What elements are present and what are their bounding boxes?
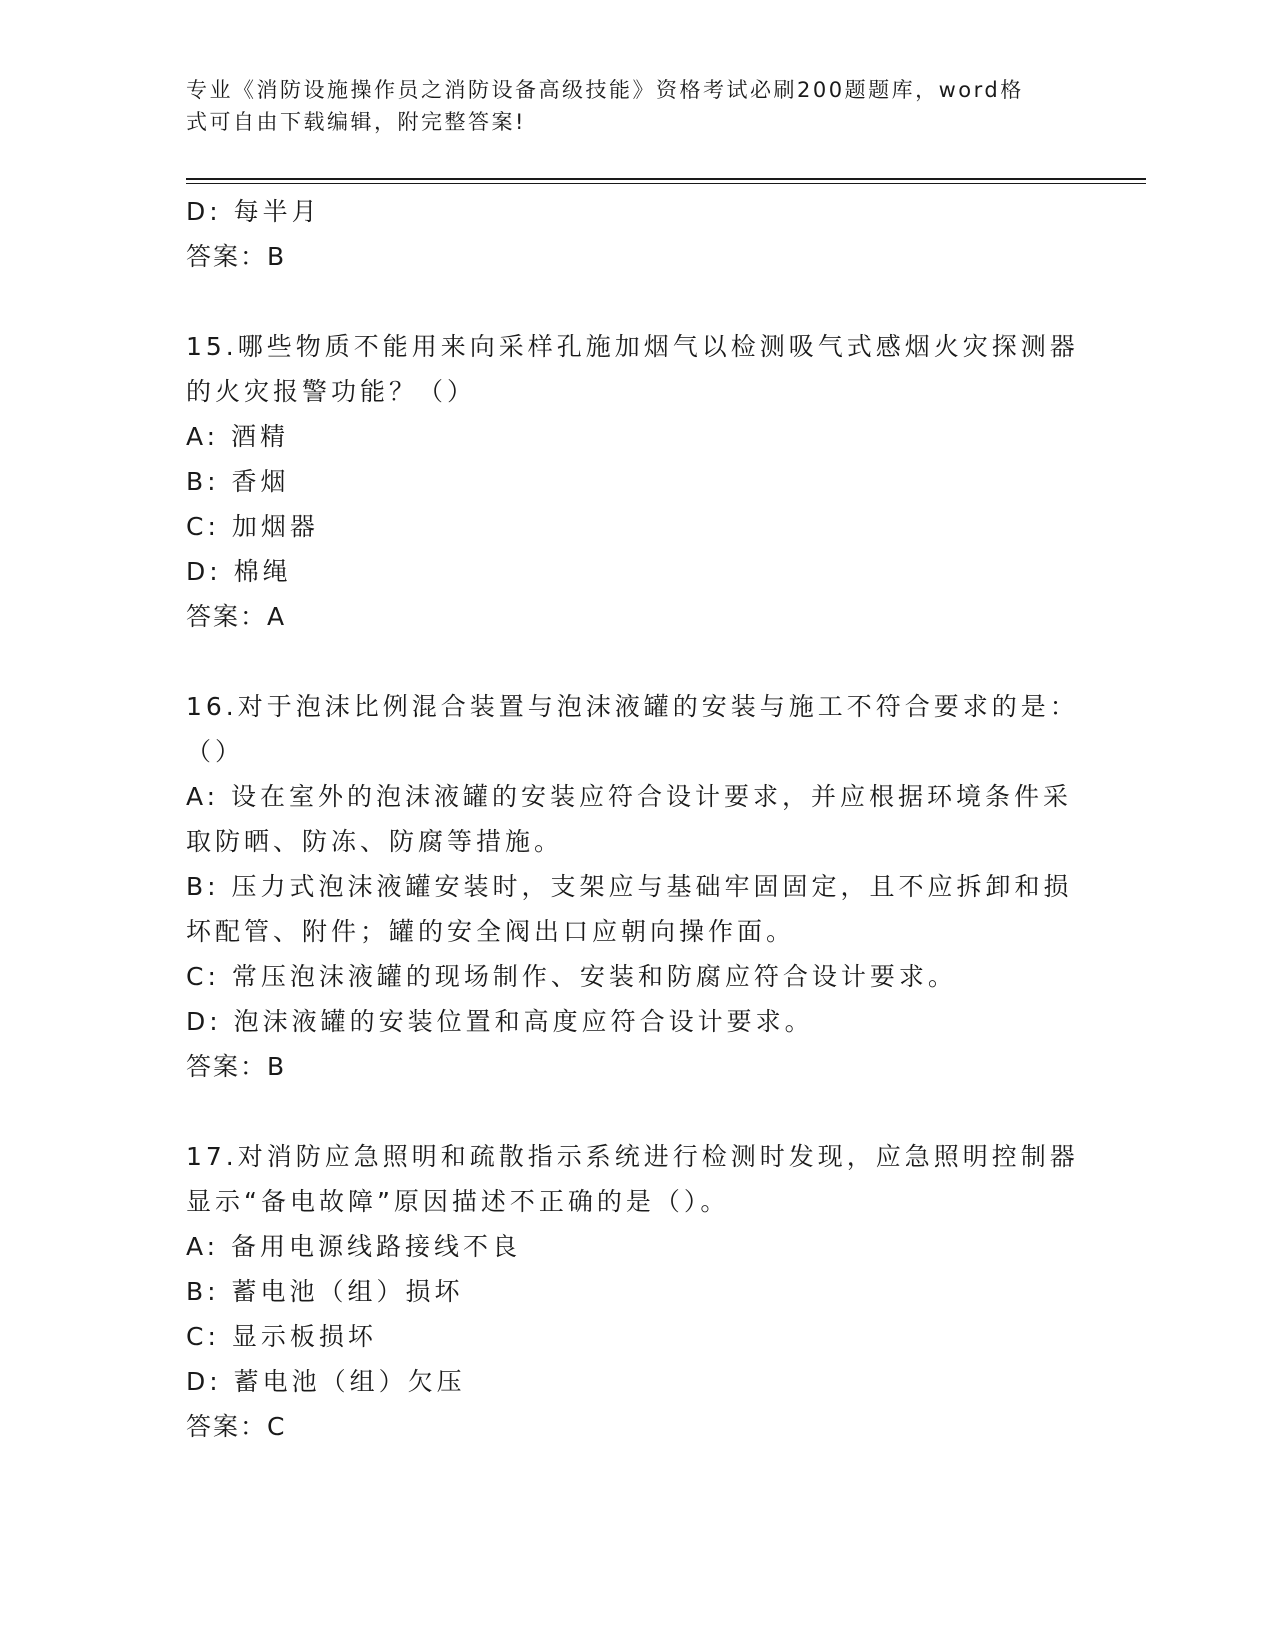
question-stem-line-2: 显示“备电故障”原因描述不正确的是（）。 <box>186 1187 730 1216</box>
option-c: C: 常压泡沫液罐的现场制作、安装和防腐应符合设计要求。 <box>186 962 957 991</box>
option-b-line-2: 坏配管、附件；罐的安全阀出口应朝向操作面。 <box>186 917 796 946</box>
question-17 <box>186 1134 1086 1449</box>
option-b-line-1: B: 压力式泡沫液罐安装时，支架应与基础牢固固定，且不应拆卸和损 <box>186 872 1073 901</box>
answer-line: 答案：C <box>186 1412 287 1441</box>
question-content <box>186 189 1086 1449</box>
option-d: D: 棉绳 <box>186 557 292 586</box>
document-header <box>186 74 1086 138</box>
header-rule-thick <box>186 178 1146 180</box>
question-stem-line-1: 17.对消防应急照明和疏散指示系统进行检测时发现，应急照明控制器 <box>186 1142 1079 1171</box>
option-d: D: 蓄电池（组）欠压 <box>186 1367 466 1396</box>
question-stem-line-2: （） <box>186 737 245 766</box>
question-16 <box>186 684 1086 1089</box>
option-a: A: 酒精 <box>186 422 290 451</box>
spacer <box>186 1089 1086 1134</box>
header-rule-thin <box>186 183 1146 184</box>
question-stem-line-1: 15.哪些物质不能用来向采样孔施加烟气以检测吸气式感烟火灾探测器 <box>186 332 1079 361</box>
question-stem-line-1: 16.对于泡沫比例混合装置与泡沫液罐的安装与施工不符合要求的是： <box>186 692 1079 721</box>
spacer <box>186 279 1086 324</box>
previous-question-tail <box>186 189 1086 279</box>
question-stem-line-2: 的火灾报警功能？（） <box>186 377 477 406</box>
option-a: A: 备用电源线路接线不良 <box>186 1232 522 1261</box>
answer-line: 答案：A <box>186 602 287 631</box>
option-a-line-1: A: 设在室外的泡沫液罐的安装应符合设计要求，并应根据环境条件采 <box>186 782 1073 811</box>
option-d: D: 每半月 <box>186 197 321 226</box>
option-c: C: 加烟器 <box>186 512 319 541</box>
header-line-2: 式可自由下载编辑，附完整答案! <box>186 110 526 134</box>
answer-line: 答案：B <box>186 1052 287 1081</box>
option-b: B: 香烟 <box>186 467 290 496</box>
option-d: D: 泡沫液罐的安装位置和高度应符合设计要求。 <box>186 1007 814 1036</box>
answer-line: 答案：B <box>186 242 287 271</box>
header-line-1: 专业《消防设施操作员之消防设备高级技能》资格考试必刷200题题库，word格 <box>186 78 1024 102</box>
question-15 <box>186 324 1086 639</box>
option-c: C: 显示板损坏 <box>186 1322 377 1351</box>
spacer <box>186 639 1086 684</box>
option-a-line-2: 取防晒、防冻、防腐等措施。 <box>186 827 564 856</box>
option-b: B: 蓄电池（组）损坏 <box>186 1277 464 1306</box>
